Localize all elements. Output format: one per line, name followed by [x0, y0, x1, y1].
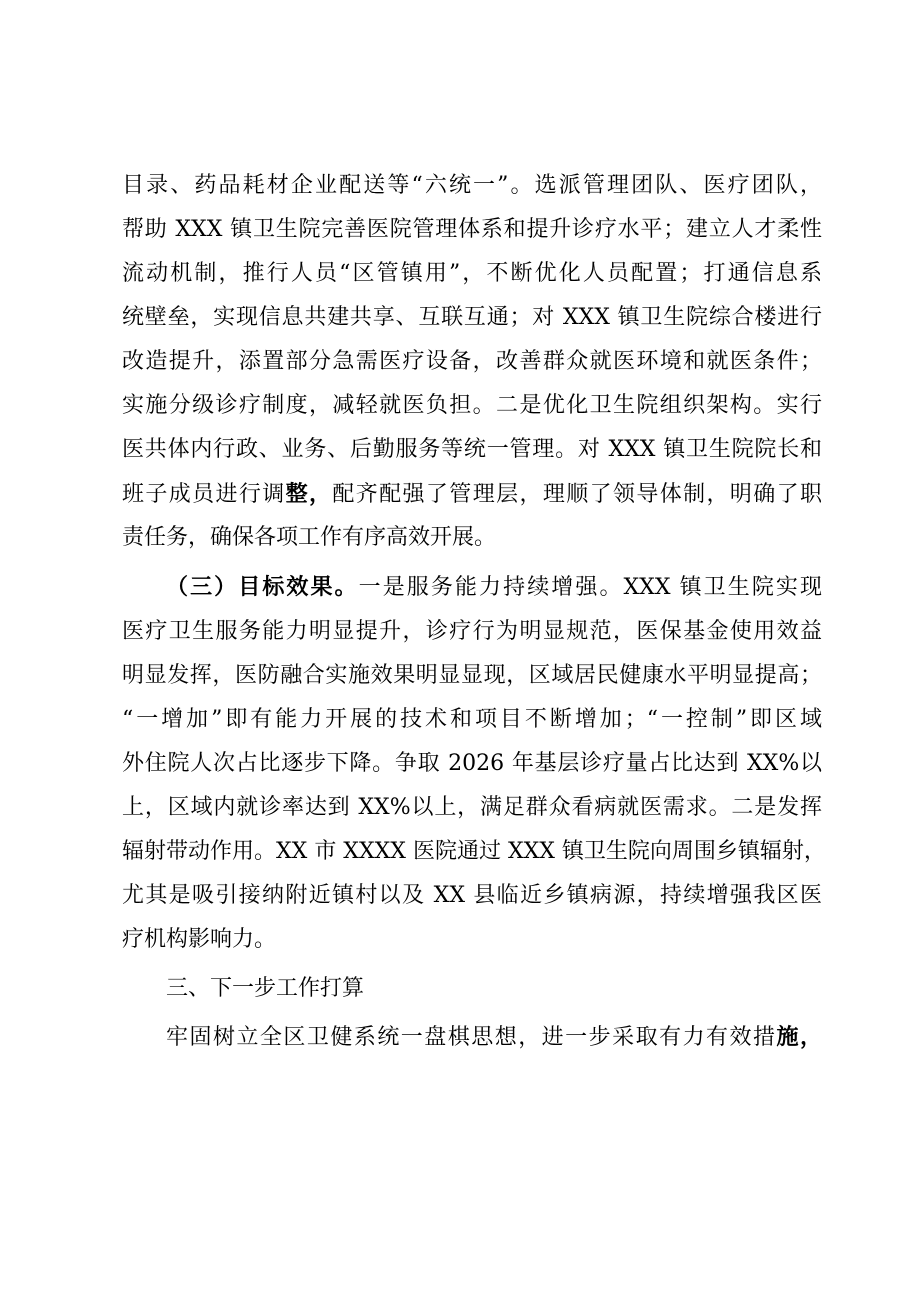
paragraph-line: 外住院人次占比逐步下降。争取 2026 年基层诊疗量占比达到 XX%以: [122, 751, 822, 776]
paragraph-line: 统壁垒，实现信息共建共享、互联互通；对 XXX 镇卫生院综合楼进行: [122, 305, 822, 330]
paragraph-line: 改造提升，添置部分急需医疗设备，改善群众就医环境和就医条件；: [122, 349, 822, 374]
paragraph-line: 上，区域内就诊率达到 XX%以上，满足群众看病就医需求。二是发挥: [122, 795, 822, 820]
bold-text-run: 整，: [285, 481, 333, 507]
text-run: 牢固树立全区卫健系统一盘棋思想，进一步采取有力有效措: [166, 1025, 777, 1050]
section-heading: （三）目标效果。: [166, 575, 359, 600]
paragraph-line: [166, 566, 822, 610]
paragraph-line: 医疗卫生服务能力明显提升，诊疗行为明显规范，医保基金使用效益: [122, 619, 822, 644]
paragraph-line: 辐射带动作用。XX 市 XXXX 医院通过 XXX 镇卫生院向周围乡镇辐射，: [122, 839, 826, 864]
paragraph-line: 医共体内行政、业务、后勤服务等统一管理。对 XXX 镇卫生院院长和: [122, 437, 822, 462]
paragraph-line: 帮助 XXX 镇卫生院完善医院管理体系和提升诊疗水平；建立人才柔性: [122, 217, 822, 242]
text-run: 配齐配强了管理层，理顺了领导体制，明确了职: [332, 482, 822, 507]
text-run: 一是服务能力持续增强。XXX 镇卫生院实现: [358, 575, 822, 600]
paragraph-line: 疗机构影响力。: [122, 927, 277, 952]
paragraph-line: 实施分级诊疗制度，减轻就医负担。二是优化卫生院组织架构。实行: [122, 393, 822, 418]
paragraph-line: 明显发挥，医防融合实施效果明显显现，区域居民健康水平明显提高；: [122, 663, 822, 688]
paragraph-line: [166, 1015, 822, 1059]
bold-text-run: 施，: [776, 1024, 822, 1050]
paragraph-line: 目录、药品耗材企业配送等“六统一”。选派管理团队、医疗团队，: [122, 173, 822, 198]
paragraph-line: 责任务，确保各项工作有序高效开展。: [122, 525, 497, 550]
paragraph-line: [122, 472, 822, 516]
section-heading: 三、下一步工作打算: [166, 976, 365, 1001]
text-run: 班子成员进行调: [122, 482, 286, 507]
paragraph-line: “一增加”即有能力开展的技术和项目不断增加；“一控制”即区域: [122, 707, 822, 732]
paragraph-line: 尤其是吸引接纳附近镇村以及 XX 县临近乡镇病源，持续增强我区医: [122, 883, 822, 908]
paragraph-line: 流动机制，推行人员“区管镇用”，不断优化人员配置；打通信息系: [122, 261, 822, 286]
